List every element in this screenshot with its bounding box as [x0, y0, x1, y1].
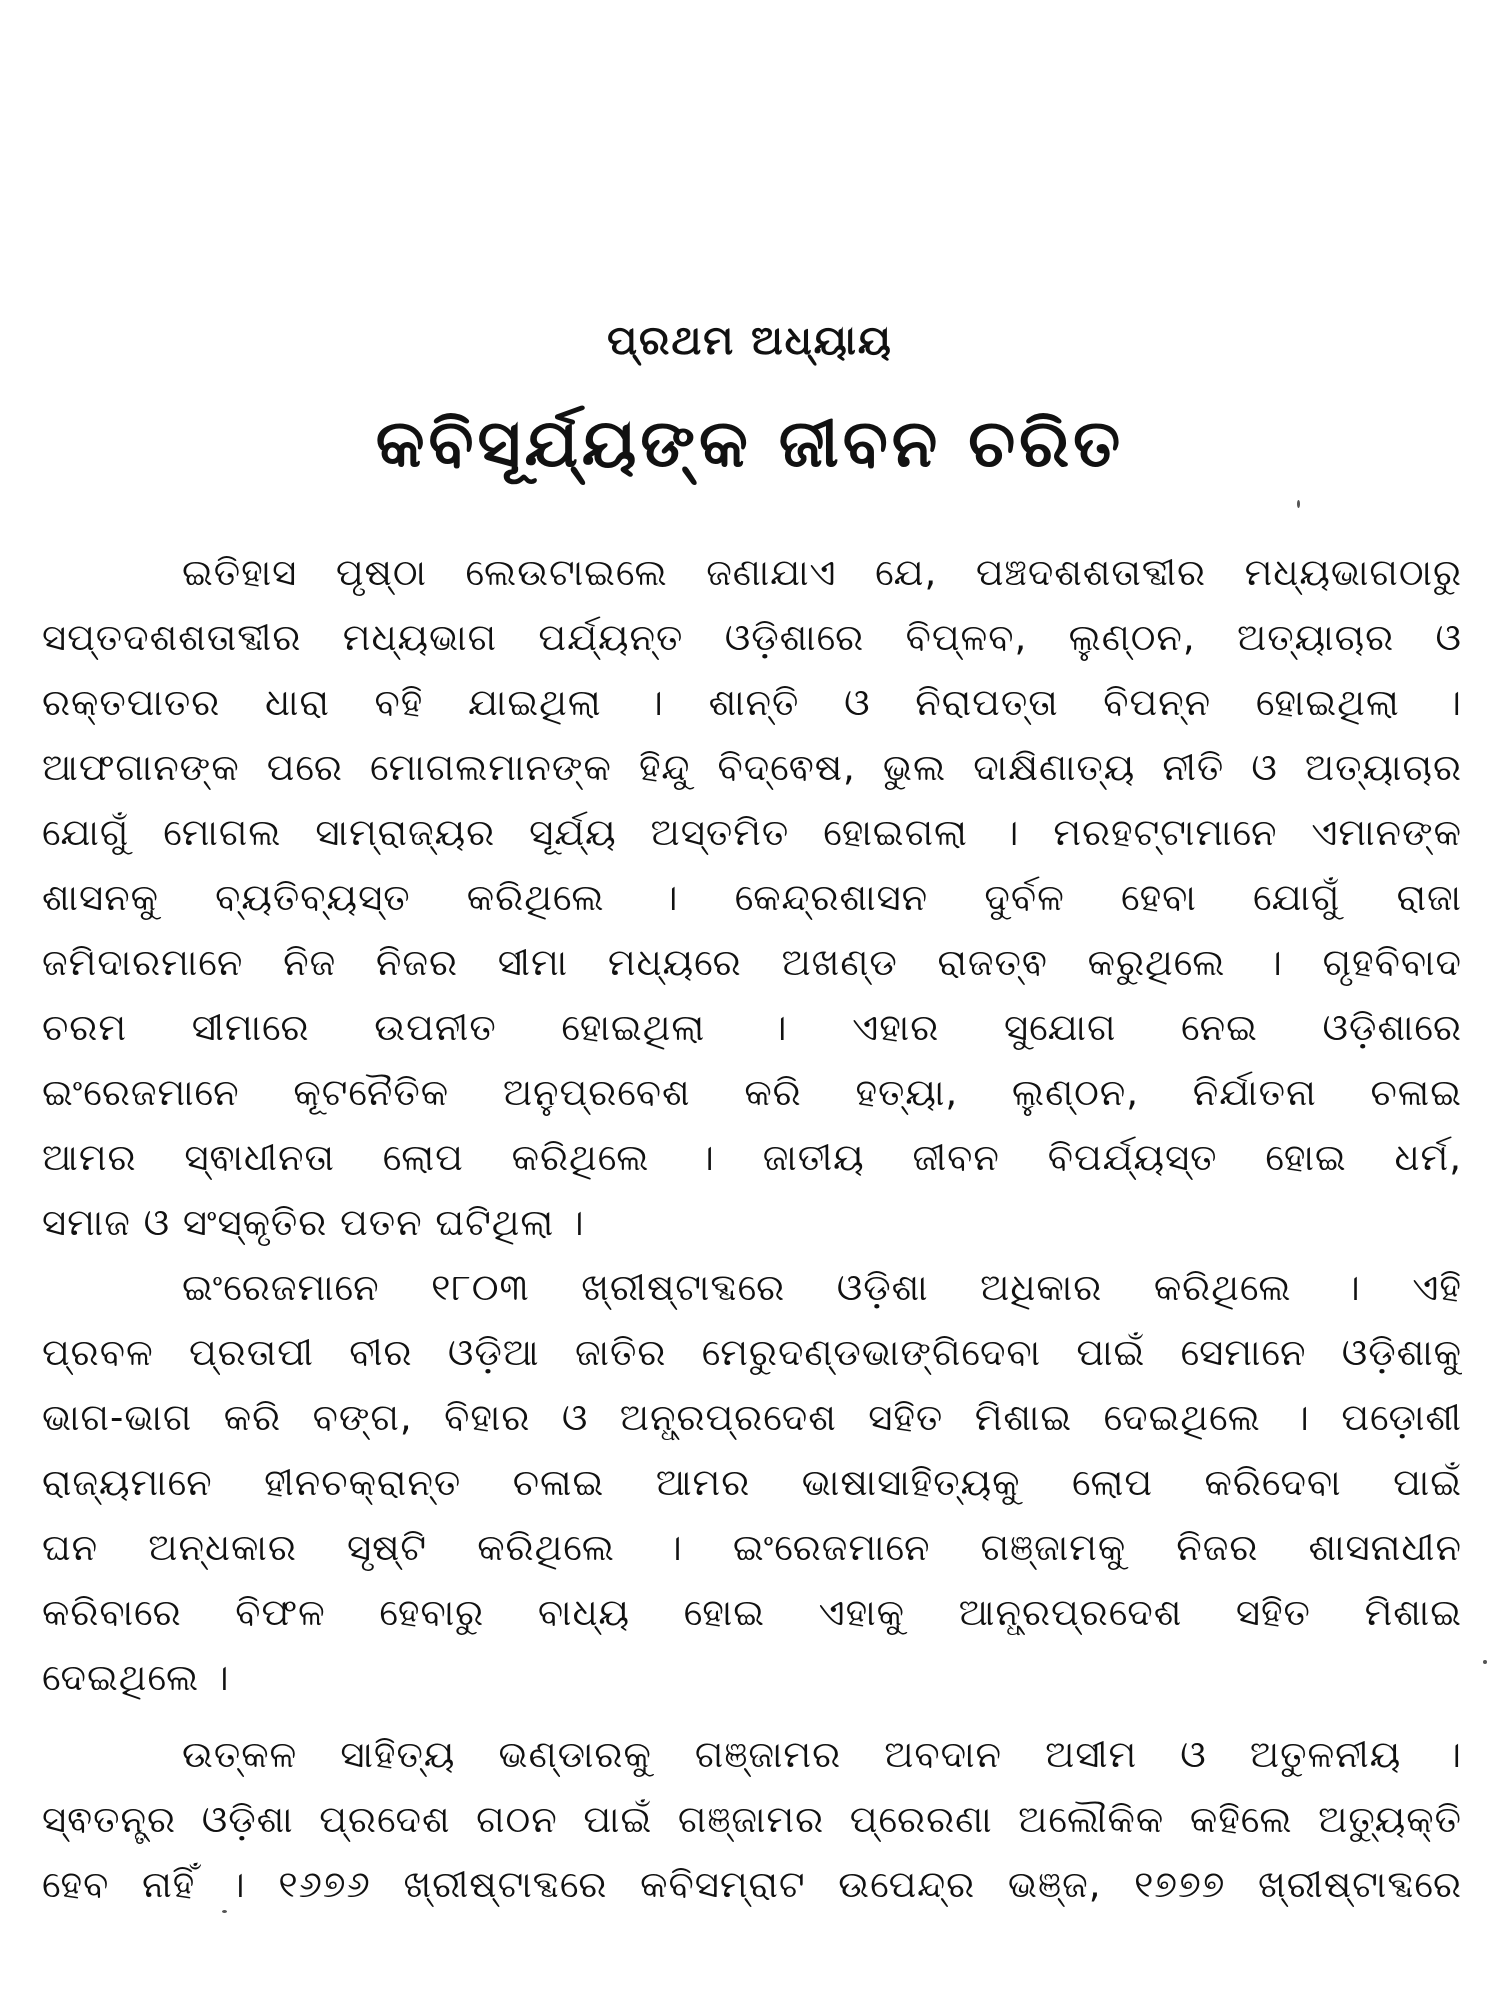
print-speck — [1297, 500, 1300, 508]
text-line: ରକ୍ତପାତର ଧାରା ବହି ଯାଇଥିଲା । ଶାନ୍ତି ଓ ନିରାପତ୍ତା ବିପନ୍ନ ହୋଇଥିଲା । — [42, 681, 1462, 724]
text-line: ଚରମ ସୀମାରେ ଉପନୀତ ହୋଇଥିଲା । ଏହାର ସୁଯୋଗ ନେଇ ଓଡ଼ିଶାରେ — [42, 1006, 1462, 1049]
text-line: ଭାଗ-ଭାଗ କରି ବଙ୍ଗ, ବିହାର ଓ ଅନ୍ଧ୍ରପ୍ରଦେଶ ସହିତ ମିଶାଇ ଦେଇଥିଲେ । ପଡ଼ୋଶୀ — [42, 1396, 1462, 1439]
chapter-label: ପ୍ରଥମ ଅଧ୍ୟାୟ — [607, 318, 893, 364]
text-line: ଶାସନକୁ ବ୍ୟତିବ୍ୟସ୍ତ କରିଥିଲେ । କେନ୍ଦ୍ରଶାସନ ଦୁର୍ବଳ ହେବା ଯୋଗୁଁ ରାଜା — [42, 876, 1462, 919]
text-line: ଘନ ଅନ୍ଧକାର ସୃଷ୍ଟି କରିଥିଲେ । ଇଂରେଜମାନେ ଗଞ୍ଜାମକୁ ନିଜର ଶାସନାଧୀନ — [42, 1526, 1462, 1569]
text-line: ଦେଇଥିଲେ । — [42, 1656, 230, 1699]
text-line: ଆମର ସ୍ଵାଧୀନତା ଲୋପ କରିଥିଲେ । ଜାତୀୟ ଜୀବନ ବିପର୍ଯ୍ୟସ୍ତ ହୋଇ ଧର୍ମ, — [42, 1136, 1462, 1179]
text-line: ଆଫଗାନଙ୍କ ପରେ ମୋଗଲମାନଙ୍କ ହିନ୍ଦୁ ବିଦ୍ଵେଷ, ଭୁଲ ଦାକ୍ଷିଣାତ୍ୟ ନୀତି ଓ ଅତ୍ୟାଚାର — [42, 746, 1462, 789]
text-line: ରାଜ୍ୟମାନେ ହୀନଚକ୍ରାନ୍ତ ଚଳାଇ ଆମର ଭାଷାସାହିତ୍ୟକୁ ଲୋପ କରିଦେବା ପାଇଁ — [42, 1461, 1462, 1504]
text-line: ଇଂରେଜମାନେ ୧୮୦୩ ଖ୍ରୀଷ୍ଟାବ୍ଦରେ ଓଡ଼ିଶା ଅଧିକାର କରିଥିଲେ । ଏହି — [182, 1266, 1462, 1309]
paragraph — [42, 1255, 1462, 1710]
text-line: ସ୍ଵତନ୍ତ୍ର ଓଡ଼ିଶା ପ୍ରଦେଶ ଗଠନ ପାଇଁ ଗଞ୍ଜାମର ପ୍ରେରଣା ଅଲୌକିକ କହିଲେ ଅତ୍ୟୁକ୍ତି — [42, 1798, 1462, 1841]
text-line: ଉତ୍କଳ ସାହିତ୍ୟ ଭଣ୍ଡାରକୁ ଗଞ୍ଜାମର ଅବଦାନ ଅସୀମ ଓ ଅତୁଳନୀୟ । — [182, 1733, 1462, 1776]
body-text — [42, 540, 1462, 1917]
text-line: କରିବାରେ ବିଫଳ ହେବାରୁ ବାଧ୍ୟ ହୋଇ ଏହାକୁ ଆନ୍ଧ୍ରପ୍ରଦେଶ ସହିତ ମିଶାଇ — [42, 1591, 1462, 1634]
text-line: ସପ୍ତଦଶଶତାବ୍ଦୀର ମଧ୍ୟଭାଗ ପର୍ଯ୍ୟନ୍ତ ଓଡ଼ିଶାରେ ବିପ୍ଳବ, ଲୁଣ୍ଠନ, ଅତ୍ୟାଚାର ଓ — [42, 616, 1462, 659]
paragraph — [42, 540, 1462, 1255]
text-line: ସମାଜ ଓ ସଂସ୍କୃତିର ପତନ ଘଟିଥିଲା । — [42, 1201, 585, 1244]
print-speck — [222, 1910, 227, 1913]
text-line: ଜମିଦାରମାନେ ନିଜ ନିଜର ସୀମା ମଧ୍ୟରେ ଅଖଣ୍ଡ ରାଜତ୍ଵ କରୁଥିଲେ । ଗୃହବିବାଦ — [42, 941, 1462, 984]
print-speck — [1483, 1660, 1487, 1664]
chapter-title: କବିସୂର୍ଯ୍ୟଙ୍କ ଜୀବନ ଚରିତ — [375, 405, 1125, 482]
text-line: ଇଂରେଜମାନେ କୂଟନୈତିକ ଅନୁପ୍ରବେଶ କରି ହତ୍ୟା, ଲୁଣ୍ଠନ, ନିର୍ଯାତନା ଚଳାଇ — [42, 1071, 1462, 1114]
text-line: ପ୍ରବଳ ପ୍ରତାପୀ ବୀର ଓଡ଼ିଆ ଜାତିର ମେରୁଦଣ୍ଡଭାଙ୍ଗିଦେବା ପାଇଁ ସେମାନେ ଓଡ଼ିଶାକୁ — [42, 1331, 1462, 1374]
paragraph — [42, 1722, 1462, 1917]
text-line: ଯୋଗୁଁ ମୋଗଲ ସାମ୍ରାଜ୍ୟର ସୂର୍ଯ୍ୟ ଅସ୍ତମିତ ହୋଇଗଲା । ମରହଟ୍ଟାମାନେ ଏମାନଙ୍କ — [42, 811, 1462, 854]
text-line: ଇତିହାସ ପୃଷ୍ଠା ଲେଉଟାଇଲେ ଜଣାଯାଏ ଯେ, ପଞ୍ଚଦଶଶତାବ୍ଦୀର ମଧ୍ୟଭାଗଠାରୁ — [182, 551, 1462, 594]
text-line: ହେବ ନାହିଁ । ୧୬୭୬ ଖ୍ରୀଷ୍ଟାବ୍ଦରେ କବିସମ୍ରାଟ ଉପେନ୍ଦ୍ର ଭଞ୍ଜ, ୧୭୭୭ ଖ୍ରୀଷ୍ଟାବ୍ଦରେ — [42, 1863, 1462, 1906]
